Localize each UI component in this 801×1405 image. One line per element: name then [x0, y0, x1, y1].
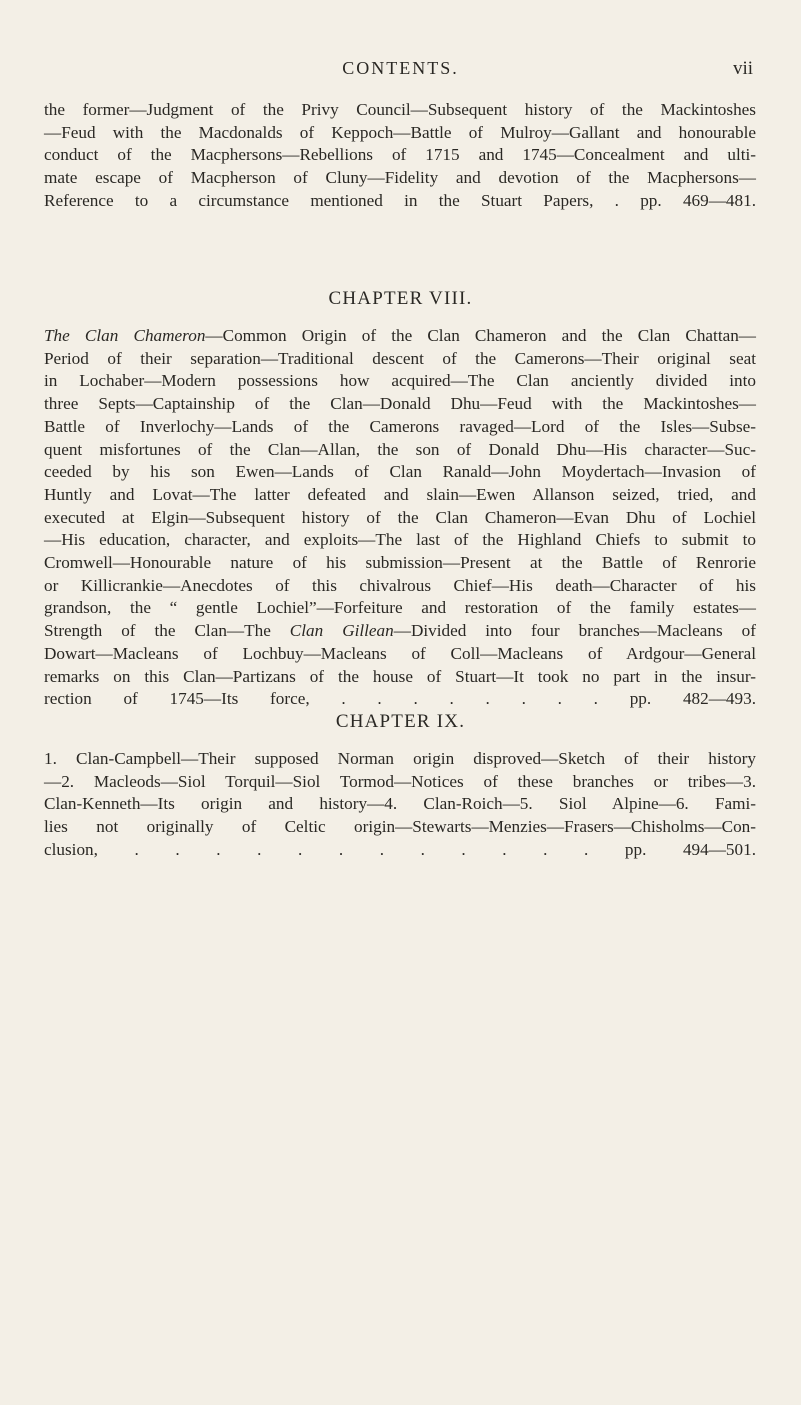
text-line: Battle of Inverlochy—Lands of the Camerons ravaged—Lord of the Isles—Subse-	[44, 416, 756, 436]
clan-chameron-title: The Clan Chameron	[44, 326, 206, 345]
text-line: ceeded by his son Ewen—Lands of Clan Ranald—John Moydertach—Invasion of	[44, 462, 756, 482]
page-number: vii	[732, 58, 753, 79]
chapter-viii-heading: CHAPTER VIII.	[328, 288, 473, 309]
clan-gillean-title: Clan Gillean	[289, 621, 394, 641]
continuation-paragraph	[44, 99, 756, 213]
text-line: executed at Elgin—Subsequent history of the Clan Chameron—Evan Dhu of Lochiel	[44, 507, 756, 527]
text-line: remarks on this Clan—Partizans of the house of Stuart—It took no part in the insur-	[44, 666, 756, 686]
text-line: —Feud with the Macdonalds of Keppoch—Battle of Mulroy—Gallant and honourable	[44, 122, 756, 142]
chapter-viii-summary	[44, 325, 756, 711]
chapter-ix-summary	[44, 748, 756, 862]
text-line: Period of their separation—Traditional descent of the Camerons—Their original seat	[44, 348, 756, 368]
text-line: —2. Macleods—Siol Torquil—Siol Tormod—Notices of these branches or tribes—3.	[44, 771, 756, 791]
text-line	[44, 325, 756, 348]
text-line: Reference to a circumstance mentioned in the Stuart Papers, . pp. 469—481.	[44, 190, 756, 210]
text-line: in Lochaber—Modern possessions how acquired—The Clan anciently divided into	[44, 371, 756, 391]
chapter-ix-heading: CHAPTER IX.	[335, 711, 466, 732]
text-line: quent misfortunes of the Clan—Allan, the son of Donald Dhu—His character—Suc-	[44, 439, 756, 459]
text-line: grandson, the “ gentle Lochiel”—Forfeiture and restoration of the family estates—	[44, 598, 756, 618]
text-line	[44, 620, 756, 643]
text-fragment: Strength of the Clan—The	[44, 621, 290, 641]
text-line: rection of 1745—Its force, . . . . . . . . pp. 482—493.	[44, 689, 756, 709]
text-line: or Killicrankie—Anecdotes of this chivalrous Chief—His death—Character of his	[44, 575, 756, 595]
text-line: 1. Clan-Campbell—Their supposed Norman origin disproved—Sketch of their history	[44, 749, 756, 768]
running-title: CONTENTS.	[342, 58, 459, 78]
text-line: Dowart—Macleans of Lochbuy—Macleans of Coll—Macleans of Ardgour—General	[44, 643, 756, 663]
text-fragment: —Divided into four branches—Macleans of	[393, 621, 756, 641]
text-line: —His education, character, and exploits—The last of the Highland Chiefs to submit to	[44, 530, 756, 550]
text-line: clusion, . . . . . . . . . . . . pp. 494—501.	[44, 839, 756, 859]
text-line: the former—Judgment of the Privy Council—Subsequent history of the Mackintoshes	[44, 100, 756, 119]
text-line: lies not originally of Celtic origin—Stewarts—Menzies—Frasers—Chisholms—Con-	[44, 817, 756, 837]
text-fragment: —Common Origin of the Clan Chameron and the Clan Chattan—	[205, 326, 756, 345]
text-line: Huntly and Lovat—The latter defeated and slain—Ewen Allanson seized, tried, and	[44, 484, 756, 504]
text-line: Cromwell—Honourable nature of his submission—Present at the Battle of Renrorie	[44, 553, 756, 573]
text-line: mate escape of Macpherson of Cluny—Fidelity and devotion of the Macphersons—	[44, 168, 756, 188]
text-line: three Septs—Captainship of the Clan—Donald Dhu—Feud with the Mackintoshes—	[44, 394, 756, 414]
text-line: Clan-Kenneth—Its origin and history—4. Clan-Roich—5. Siol Alpine—6. Fami-	[44, 794, 756, 814]
text-line: conduct of the Macphersons—Rebellions of 1715 and 1745—Concealment and ulti-	[44, 145, 756, 165]
